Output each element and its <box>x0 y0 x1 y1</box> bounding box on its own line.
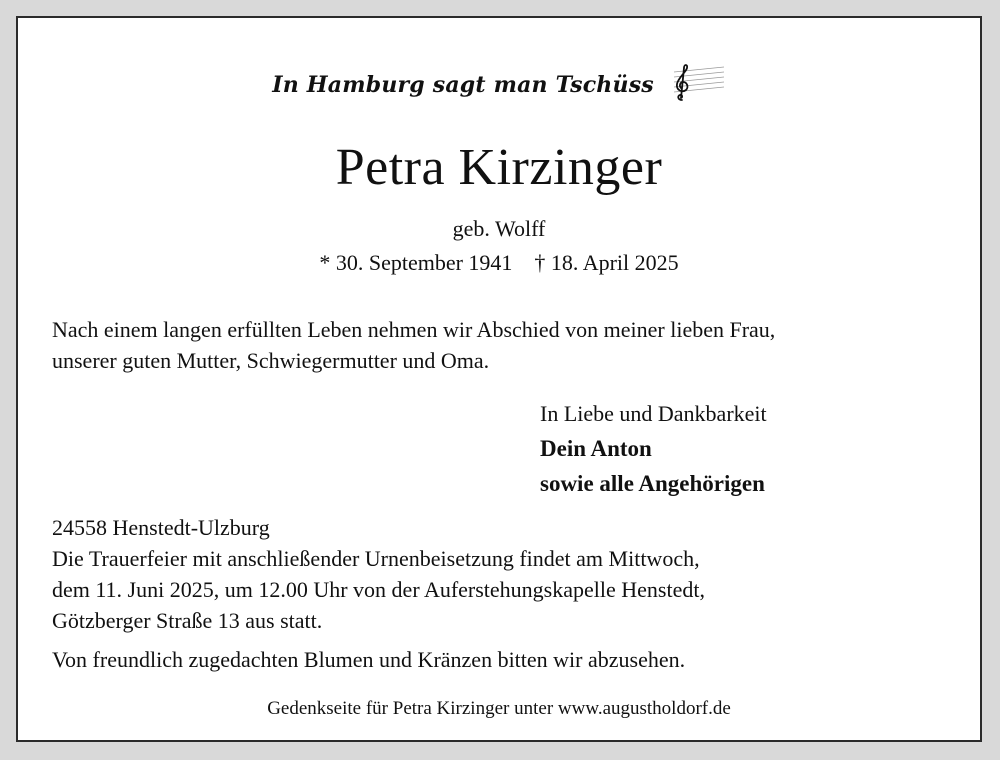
life-dates <box>18 250 980 276</box>
motto-text: In Hamburg sagt man Tschüss <box>272 72 654 98</box>
memorial-page-link[interactable]: Gedenkseite für Petra Kirzinger unter www.augustholdorf.de <box>267 698 731 719</box>
deceased-name: Petra Kirzinger <box>335 139 663 196</box>
ceremony-line: Die Trauerfeier mit anschließender Urnenbeisetzung findet am Mittwoch, <box>52 546 700 571</box>
maiden-name: geb. Wolff <box>452 216 546 241</box>
farewell-message <box>52 314 775 376</box>
signature-relatives: sowie alle Angehörigen <box>540 471 765 496</box>
ceremony-line: Götzberger Straße 13 aus statt. <box>52 608 323 633</box>
signature-line: In Liebe und Dankbarkeit <box>540 401 767 426</box>
flowers-note: Von freundlich zugedachten Blumen und Kränzen bitten wir abzusehen. <box>52 647 686 672</box>
message-line: Nach einem langen erfüllten Leben nehmen wir Abschied von meiner lieben Frau, <box>52 317 776 342</box>
ceremony-line: dem 11. Juni 2025, um 12.00 Uhr von der Auferstehungskapelle Henstedt, <box>52 577 705 602</box>
message-line: unserer guten Mutter, Schwiegermutter und Oma. <box>52 348 490 373</box>
motto-line <box>18 62 980 110</box>
location: 24558 Henstedt-Ulzburg <box>52 515 270 540</box>
death-date: † 18. April 2025 <box>534 250 679 275</box>
ceremony-info <box>52 512 705 675</box>
birth-date: * 30. September 1941 <box>319 250 513 275</box>
signature-name: Dein Anton <box>540 436 652 461</box>
obituary-frame <box>16 16 982 742</box>
treble-clef-icon <box>668 62 726 110</box>
signature-block <box>540 396 767 501</box>
